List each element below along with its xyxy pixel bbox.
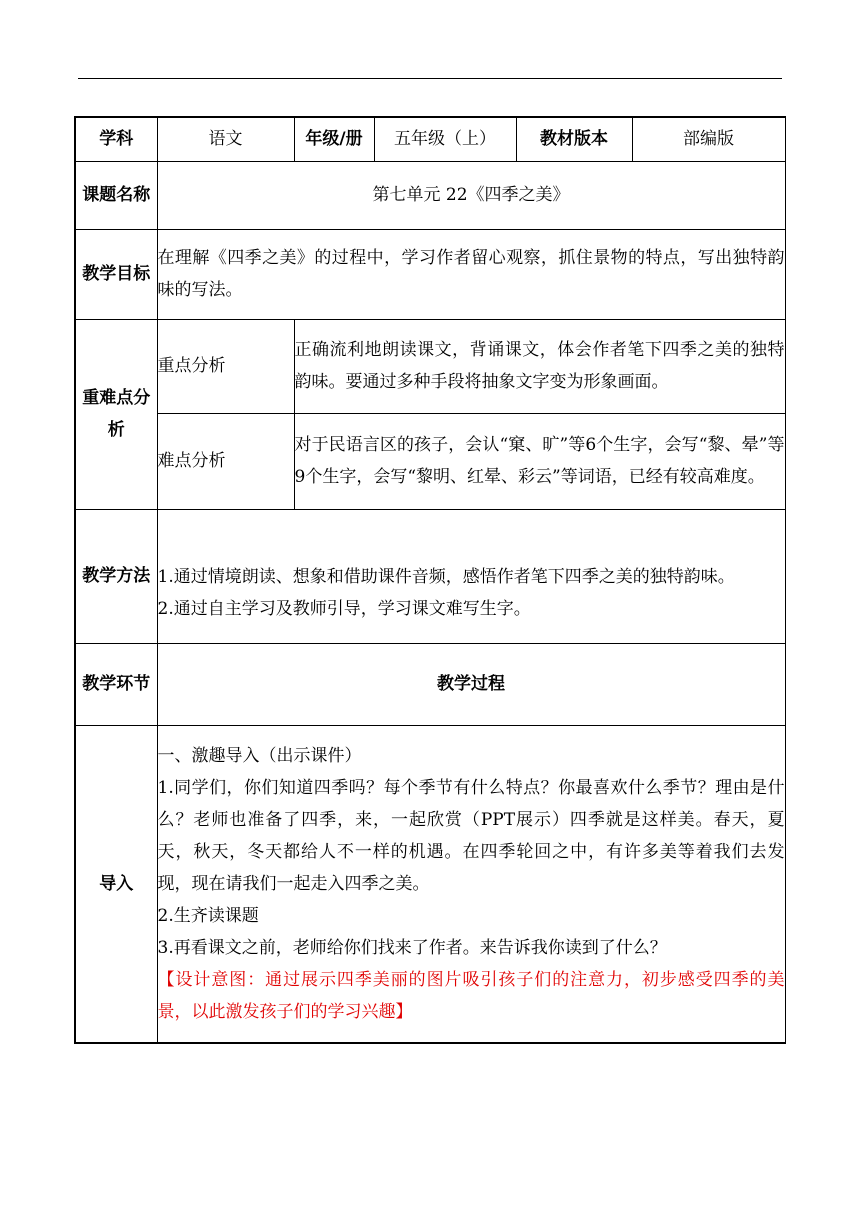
difficult-point-row [75,413,785,509]
key-point-label: 重点分析 [157,319,294,413]
topic-row [75,161,785,229]
grade-label: 年级/册 [294,117,374,161]
header-row [75,117,785,161]
goal-label: 教学目标 [75,229,157,319]
process-title: 教学过程 [157,643,785,725]
edition-value: 部编版 [632,117,785,161]
header-rule [78,78,782,79]
intro-row [75,725,785,1043]
method-label: 教学方法 [75,509,157,643]
method-row [75,509,785,643]
process-row [75,643,785,725]
topic-label: 课题名称 [75,161,157,229]
goal-row [75,229,785,319]
edition-label: 教材版本 [516,117,632,161]
method-item: 1.通过情境朗读、想象和借助课件音频，感悟作者笔下四季之美的独特韵味。 [157,567,735,587]
intro-line: 2.生齐读课题 [157,905,259,926]
intro-line: 一、激趣导入（出示课件） [157,745,362,766]
key-point-text: 正确流利地朗读课文，背诵课文，体会作者笔下四季之美的独特韵味。要通过多种手段将抽象文字变为形象画面。 [294,319,785,413]
intro-line: 3.再看课文之前，老师给你们找来了作者。来告诉我你读到了什么？ [157,937,667,958]
grade-value: 五年级（上） [374,117,516,161]
method-item: 2.通过自主学习及教师引导，学习课文难写生字。 [157,599,531,619]
process-label: 教学环节 [75,643,157,725]
lesson-plan-table [74,116,786,1044]
design-note: 【设计意图：通过展示四季美丽的图片吸引孩子们的注意力，初步感受四季的美景，以此激发孩子们的学习兴趣】 [157,969,785,1022]
subject-label: 学科 [75,117,157,161]
analysis-label: 重难点分析 [75,319,157,509]
goal-text: 在理解《四季之美》的过程中，学习作者留心观察，抓住景物的特点，写出独特韵味的写法。 [157,229,785,319]
key-point-row [75,319,785,413]
method-text [157,509,785,643]
intro-text [157,725,785,1043]
intro-label: 导入 [75,725,157,1043]
subject-value: 语文 [157,117,294,161]
difficult-point-label: 难点分析 [157,413,294,509]
difficult-point-text: 对于民语言区的孩子，会认“窠、旷”等6个生字，会写“黎、晕”等9个生字，会写“黎明、红晕、彩云”等词语，已经有较高难度。 [294,413,785,509]
topic-value: 第七单元 22《四季之美》 [157,161,785,229]
intro-line: 1.同学们，你们知道四季吗？每个季节有什么特点？你最喜欢什么季节？理由是什么？老师也准备了四季，来，一起欣赏（PPT展示）四季就是这样美。春天，夏天，秋天，冬天都给人不一样的机遇。在四季轮回之中，有许多美等着我们去发现，现在请我们一起走入四季之美。 [157,777,785,894]
